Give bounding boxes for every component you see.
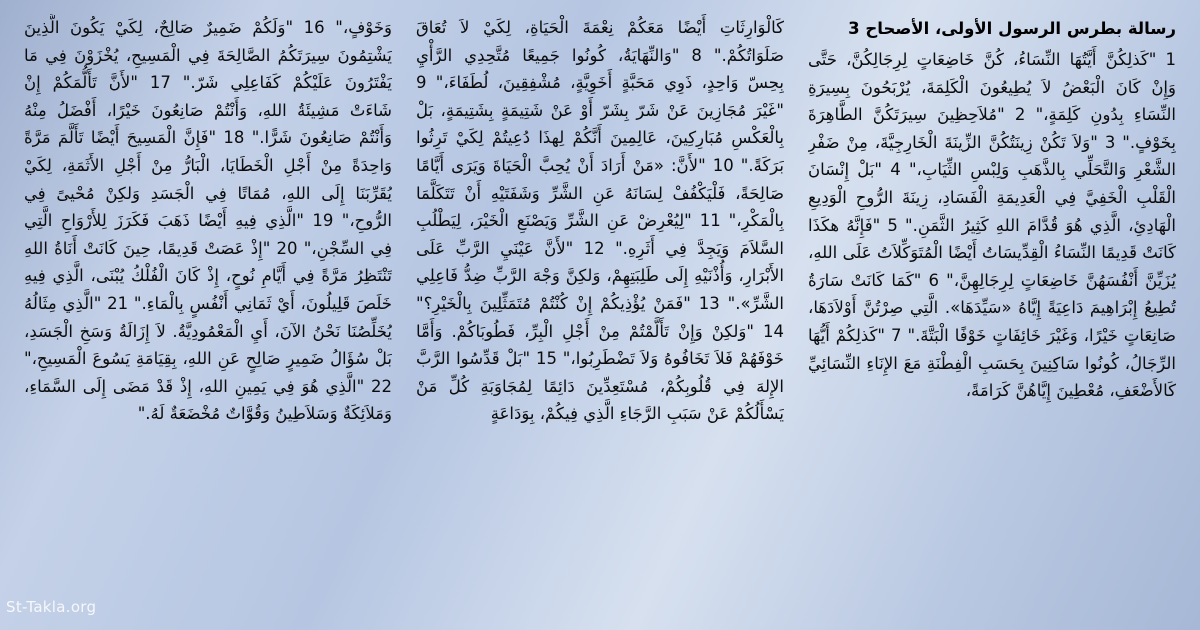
text-column-left — [24, 14, 392, 612]
column-text: كَالْوَارِثَاتِ أَيْضًا مَعَكُمْ نِعْمَةَ الْحَيَاةِ، لِكَيْ لاَ تُعَاقَ صَلَوَاتُكُمْ." 8 "وَالنِّهَايَةُ، كُونُوا جَمِيعًا مُتَّحِدِي الرَّأْيِ بِحِسّ وَاحِدٍ، ذَوِي مَحَبَّةٍ أَخَوِيَّةٍ، مُشْفِقِينَ، لُطَفَاءَ،" 9 "غَيْرَ مُجَازِينَ عَنْ شَرّ بِشَرّ أَوْ عَنْ شَتِيمَةٍ بِشَتِيمَةٍ، بَلْ بِالْعَكْسِ مُبَارِكِينَ، عَالِمِينَ أَنَّكُمْ لِهذَا دُعِيتُمْ لِكَيْ تَرِثُوا بَرَكَةً." 10 "لأَنَّ: «مَنْ أَرَادَ أَنْ يُحِبَّ الْحَيَاةَ وَيَرَى أَيَّامًا صَالِحَةً، فَلْيَكْفُفْ لِسَانَهُ عَنِ الشَّرِّ وَشَفَتَيْهِ أَنْ تَتَكَلَّمَا بِالْمَكْرِ،" 11 "لِيُعْرِضْ عَنِ الشَّرِّ وَيَصْنَعِ الْخَيْرَ، لِيَطْلُبِ السَّلاَمَ وَيَجِدَّ فِي أَثَرِهِ." 12 "لأَنَّ عَيْنَيِ الرَّبِّ عَلَى الأَبْرَارِ، وَأُذْنَيْهِ إِلَى طَلِبَتِهِمْ، وَلكِنَّ وَجْهَ الرَّبِّ ضِدُّ فَاعِلِي الشَّرِّ»." 13 "فَمَنْ يُؤْذِيكُمْ إِنْ كُنْتُمْ مُتَمَثِّلِينَ بِالْخَيْرِ؟" 14 "وَلكِنْ وَإِنْ تَأَلَّمْتُمْ مِنْ أَجْلِ الْبِرِّ، فَطُوبَاكُمْ. وَأَمَّا خَوْفَهُمْ فَلاَ تَخَافُوهُ وَلاَ تَضْطَرِبُوا،" 15 "بَلْ قَدِّسُوا الرَّبَّ الإِلهَ فِي قُلُوبِكُمْ، مُسْتَعِدِّينَ دَائِمًا لِمُجَاوَبَةِ كُلِّ مَنْ يَسْأَلُكُمْ عَنْ سَبَبِ الرَّجَاءِ الَّذِي فِيكُمْ، بِوَدَاعَةٍ — [416, 18, 784, 424]
column-text: وَخَوْفٍ،" 16 "وَلَكُمْ ضَمِيرٌ صَالِحٌ، لِكَيْ يَكُونَ الَّذِينَ يَشْتِمُونَ سِيرَتَكُمُ الصَّالِحَةَ فِي الْمَسِيحِ، يُخْزَوْنَ فِي مَا يَفْتَرُونَ عَلَيْكُمْ كَفَاعِلِي شَرّ." 17 "لأَنَّ تَأَلُّمَكُمْ إِنْ شَاءَتْ مَشِيئَةُ اللهِ، وَأَنْتُمْ صَانِعُونَ خَيْرًا، أَفْضَلُ مِنْهُ وَأَنْتُمْ صَانِعُونَ شَرًّا." 18 "فَإِنَّ الْمَسِيحَ أَيْضًا تَأَلَّمَ مَرَّةً وَاحِدَةً مِنْ أَجْلِ الْخَطَايَا، الْبَارُّ مِنْ أَجْلِ الأَثَمَةِ، لِكَيْ يُقَرِّبَنَا إِلَى اللهِ، مُمَاتًا فِي الْجَسَدِ وَلكِنْ مُحْيىً فِي الرُّوحِ،" 19 "الَّذِي فِيهِ أَيْضًا ذَهَبَ فَكَرَزَ لِلأَرْوَاحِ الَّتِي فِي السِّجْنِ،" 20 "إِذْ عَصَتْ قَدِيمًا، حِينَ كَانَتْ أَنَاةُ اللهِ تَنْتَظِرُ مَرَّةً فِي أَيَّامِ نُوحٍ، إِذْ كَانَ الْفُلْكُ يُبْنَى، الَّذِي فِيهِ خَلَصَ قَلِيلُونَ، أَيْ ثَمَانِي أَنْفُسٍ بِالْمَاءِ." 21 "الَّذِي مِثَالُهُ يُخَلِّصُنَا نَحْنُ الآنَ، أَيِ الْمَعْمُودِيَّةُ. لاَ إِزَالَةُ وَسَخِ الْجَسَدِ، بَلْ سُؤَالُ ضَمِيرٍ صَالِحٍ عَنِ اللهِ، بِقِيَامَةِ يَسُوعَ الْمَسِيحِ،" 22 "الَّذِي هُوَ فِي يَمِينِ اللهِ، إِذْ قَدْ مَضَى إِلَى السَّمَاءِ، وَمَلاَئِكَةٌ وَسَلاَطِينُ وَقُوَّاتٌ مُخْضَعَةٌ لَهُ." — [24, 18, 392, 424]
text-column-right — [808, 14, 1176, 612]
chapter-page — [24, 14, 1176, 612]
site-watermark: St-Takla.org — [6, 598, 97, 616]
text-column-middle — [416, 14, 784, 612]
chapter-title: رسالة بطرس الرسول الأولى، الأصحاح 3 — [848, 19, 1176, 38]
column-text: 1 "كَذلِكُنَّ أَيَّتُهَا النِّسَاءُ، كُنَّ خَاضِعَاتٍ لِرِجَالِكُنَّ، حَتَّى وَإِنْ كَانَ الْبَعْضُ لاَ يُطِيعُونَ الْكَلِمَةَ، يُرْبَحُونَ بِسِيرَةِ النِّسَاءِ بِدُونِ كَلِمَةٍ،" 2 "مُلاَحِظِينَ سِيرَتَكُنَّ الطَّاهِرَةَ بِخَوْفٍ." 3 "وَلاَ تَكُنْ زِينَتُكُنَّ الزِّينَةَ الْخَارِجِيَّةَ، مِنْ ضَفْرِ الشَّعْرِ وَالتَّحَلِّي بِالذَّهَبِ وَلِبْسِ الثِّيَابِ،" 4 "بَلْ إِنْسَانَ الْقَلْبِ الْخَفِيَّ فِي الْعَدِيمَةِ الْفَسَادِ، زِينَةَ الرُّوحِ الْوَدِيعِ الْهَادِئِ، الَّذِي هُوَ قُدَّامَ اللهِ كَثِيرُ الثَّمَنِ." 5 "فَإِنَّهُ هكَذَا كَانَتْ قَدِيمًا النِّسَاءُ الْقِدِّيسَاتُ أَيْضًا الْمُتَوَكِّلاَتُ عَلَى اللهِ، يُزَيِّنَّ أَنْفُسَهُنَّ خَاضِعَاتٍ لِرِجَالِهِنَّ،" 6 "كَمَا كَانَتْ سَارَةُ تُطِيعُ إِبْرَاهِيمَ دَاعِيَةً إِيَّاهُ «سَيِّدَهَا». الَّتِي صِرْتُنَّ أَوْلاَدَهَا، صَانِعَاتٍ خَيْرًا، وَغَيْرَ خَائِفَاتٍ خَوْفًا الْبَتَّةَ." 7 "كَذلِكُمْ أَيُّهَا الرِّجَالُ، كُونُوا سَاكِنِينَ بِحَسَبِ الْفِطْنَةِ مَعَ الإِنَاءِ النِّسَائِيِّ كَالأَضْعَفِ، مُعْطِينَ إِيَّاهُنَّ كَرَامَةً، — [808, 50, 1176, 401]
